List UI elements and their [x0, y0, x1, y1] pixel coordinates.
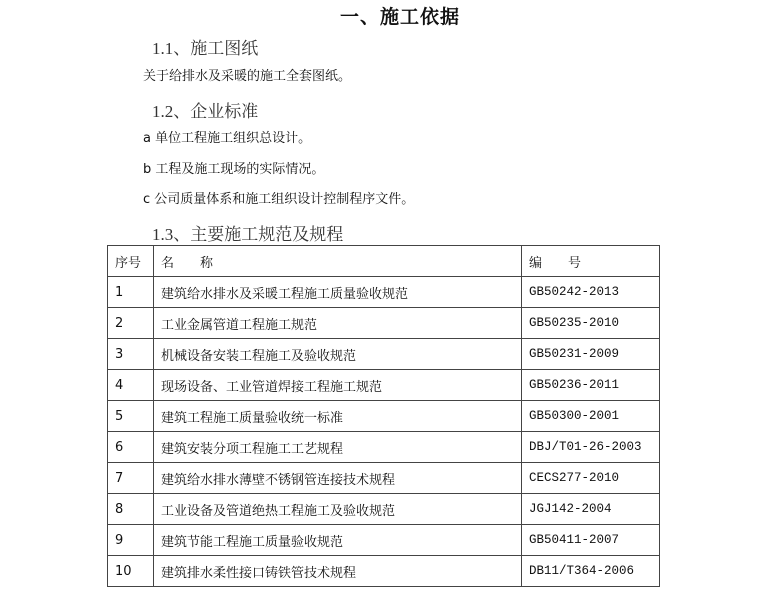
cell-code: JGJ142-2004 — [522, 494, 660, 525]
table-row — [108, 525, 660, 556]
cell-code: GB50236-2011 — [522, 370, 660, 401]
table-row — [108, 401, 660, 432]
cell-code: CECS277-2010 — [522, 463, 660, 494]
table-row — [108, 339, 660, 370]
section-heading-1-3: 1.3、主要施工规范及规程 — [152, 225, 344, 244]
cell-index: 8 — [108, 494, 154, 525]
paragraph: 关于给排水及采暖的施工全套图纸。 — [143, 69, 352, 84]
table-row — [108, 463, 660, 494]
cell-name: 工业金属管道工程施工规范 — [154, 308, 522, 339]
cell-name: 机械设备安装工程施工及验收规范 — [154, 339, 522, 370]
cell-index: 5 — [108, 401, 154, 432]
list-item-c: c 公司质量体系和施工组织设计控制程序文件。 — [143, 192, 415, 207]
cell-name: 建筑给水排水及采暖工程施工质量验收规范 — [154, 277, 522, 308]
table-row — [108, 277, 660, 308]
cell-name: 工业设备及管道绝热工程施工及验收规范 — [154, 494, 522, 525]
cell-name: 建筑给水排水薄壁不锈钢管连接技术规程 — [154, 463, 522, 494]
list-item-a: a 单位工程施工组织总设计。 — [143, 131, 312, 146]
cell-code: GB50235-2010 — [522, 308, 660, 339]
cell-name: 建筑工程施工质量验收统一标准 — [154, 401, 522, 432]
standards-table — [107, 245, 660, 587]
table-row — [108, 556, 660, 587]
header-index: 序号 — [108, 246, 154, 277]
cell-index: 3 — [108, 339, 154, 370]
cell-code: DB11/T364-2006 — [522, 556, 660, 587]
section-heading-1-2: 1.2、企业标准 — [152, 102, 259, 121]
table-row — [108, 370, 660, 401]
cell-code: GB50231-2009 — [522, 339, 660, 370]
cell-index: 9 — [108, 525, 154, 556]
cell-code: GB50411-2007 — [522, 525, 660, 556]
cell-index: 2 — [108, 308, 154, 339]
cell-code: DBJ/T01-26-2003 — [522, 432, 660, 463]
cell-index: 7 — [108, 463, 154, 494]
cell-index: 6 — [108, 432, 154, 463]
cell-index: 1 — [108, 277, 154, 308]
cell-name: 建筑排水柔性接口铸铁管技术规程 — [154, 556, 522, 587]
header-name: 名 称 — [154, 246, 522, 277]
document-title: 一、施工依据 — [340, 7, 461, 28]
cell-name: 建筑节能工程施工质量验收规范 — [154, 525, 522, 556]
table-header-row — [108, 246, 660, 277]
cell-name: 现场设备、工业管道焊接工程施工规范 — [154, 370, 522, 401]
section-heading-1-1: 1.1、施工图纸 — [152, 39, 259, 58]
table-row — [108, 494, 660, 525]
table-row — [108, 432, 660, 463]
cell-name: 建筑安装分项工程施工工艺规程 — [154, 432, 522, 463]
list-item-b: b 工程及施工现场的实际情况。 — [143, 162, 325, 177]
header-code: 编 号 — [522, 246, 660, 277]
cell-code: GB50242-2013 — [522, 277, 660, 308]
cell-index: 4 — [108, 370, 154, 401]
table-row — [108, 308, 660, 339]
cell-index: 10 — [108, 556, 154, 587]
cell-code: GB50300-2001 — [522, 401, 660, 432]
